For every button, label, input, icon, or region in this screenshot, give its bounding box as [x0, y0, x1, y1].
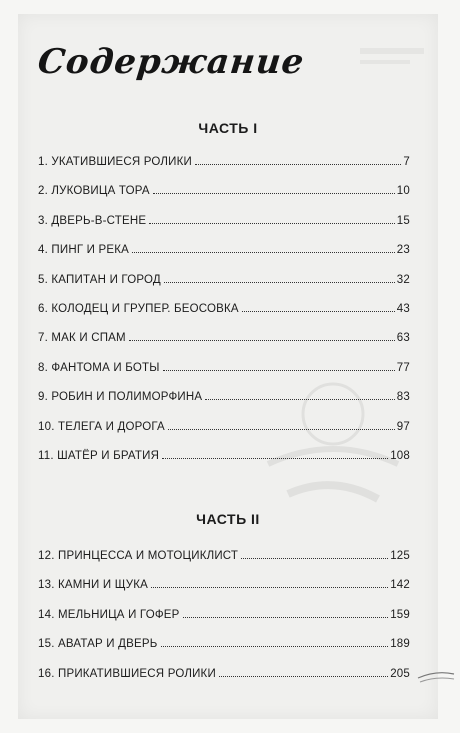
toc-entry-title: 1. УКАТИВШИЕСЯ РОЛИКИ	[38, 156, 193, 168]
dot-leader	[219, 676, 388, 677]
toc-entry	[38, 209, 410, 227]
toc-entry	[38, 662, 410, 680]
dot-leader	[161, 646, 389, 647]
toc-entry-title: 5. КАПИТАН И ГОРОД	[38, 273, 161, 286]
toc-entry	[38, 356, 410, 374]
dot-leader	[195, 164, 401, 165]
toc-entry-title: 10. ТЕЛЕГА И ДОРОГА	[38, 420, 165, 433]
toc-entry-title: 16. ПРИКАТИВШИЕСЯ РОЛИКИ	[38, 667, 216, 680]
toc-entry	[38, 297, 410, 315]
toc-entry	[38, 150, 410, 168]
background-illustration	[358, 44, 428, 84]
toc-entry	[38, 326, 410, 344]
toc-entry-page-number: 7	[403, 156, 410, 168]
toc-entry	[38, 179, 410, 197]
toc-entry-page-number: 63	[396, 332, 410, 345]
toc-entry-page-number: 15	[396, 214, 410, 227]
part-1-heading: ЧАСТЬ I	[198, 120, 258, 136]
toc-entry	[38, 444, 410, 462]
page-title: Содержание	[35, 42, 307, 82]
dot-leader	[132, 252, 395, 253]
toc-entry	[38, 238, 410, 256]
toc-entry-page-number: 189	[390, 638, 410, 651]
dot-leader	[164, 282, 395, 283]
toc-entry	[38, 385, 410, 403]
dot-leader	[163, 370, 395, 371]
toc-entry-title: 6. КОЛОДЕЦ И ГРУПЕР. БЕОСОВКА	[38, 303, 239, 315]
dot-leader	[149, 223, 395, 224]
toc-entry	[38, 573, 410, 591]
book-page	[18, 14, 438, 719]
toc-entry-title: 15. АВАТАР И ДВЕРЬ	[38, 638, 158, 651]
toc-entry-page-number: 43	[396, 303, 410, 315]
toc-entry-title: 3. ДВЕРЬ-В-СТЕНЕ	[38, 214, 147, 227]
toc-entry-title: 12. ПРИНЦЕССА И МОТОЦИКЛИСТ	[38, 550, 239, 562]
toc-entry-title: 9. РОБИН И ПОЛИМОРФИНА	[38, 391, 203, 404]
toc-entry	[38, 603, 410, 621]
toc-entry-page-number: 108	[390, 450, 410, 462]
toc-entry	[38, 632, 410, 650]
toc-entry-title: 13. КАМНИ И ЩУКА	[38, 579, 149, 592]
page-curl-icon	[416, 664, 456, 694]
dot-leader	[241, 558, 388, 559]
toc-entry-page-number: 32	[396, 273, 410, 286]
dot-leader	[242, 311, 395, 312]
dot-leader	[151, 587, 388, 588]
toc-entry	[38, 415, 410, 433]
toc-entry	[38, 268, 410, 286]
toc-entry-page-number: 205	[390, 667, 410, 680]
toc-entry-title: 11. ШАТЁР И БРАТИЯ	[38, 450, 160, 462]
toc-entry-page-number: 142	[390, 579, 410, 592]
toc-entry-title: 4. ПИНГ И РЕКА	[38, 244, 130, 257]
toc-entry	[38, 544, 410, 562]
dot-leader	[168, 429, 395, 430]
toc-entry-page-number: 125	[390, 550, 410, 562]
toc-entry-title: 8. ФАНТОМА И БОТЫ	[38, 361, 160, 374]
toc-entry-page-number: 159	[390, 608, 410, 621]
part-2-heading: ЧАСТЬ II	[196, 511, 260, 527]
toc-entry-page-number: 23	[396, 244, 410, 257]
toc-entry-page-number: 77	[396, 361, 410, 374]
dot-leader	[183, 617, 389, 618]
dot-leader	[153, 193, 395, 194]
dot-leader	[205, 399, 395, 400]
dot-leader	[129, 340, 395, 341]
toc-entry-title: 7. МАК И СПАМ	[38, 332, 126, 345]
toc-entry-page-number: 83	[396, 391, 410, 404]
dot-leader	[162, 458, 388, 459]
toc-entry-page-number: 97	[396, 420, 410, 433]
toc-entry-title: 14. МЕЛЬНИЦА И ГОФЕР	[38, 608, 180, 621]
toc-entry-page-number: 10	[396, 185, 410, 198]
toc-entry-title: 2. ЛУКОВИЦА ТОРА	[38, 185, 150, 198]
